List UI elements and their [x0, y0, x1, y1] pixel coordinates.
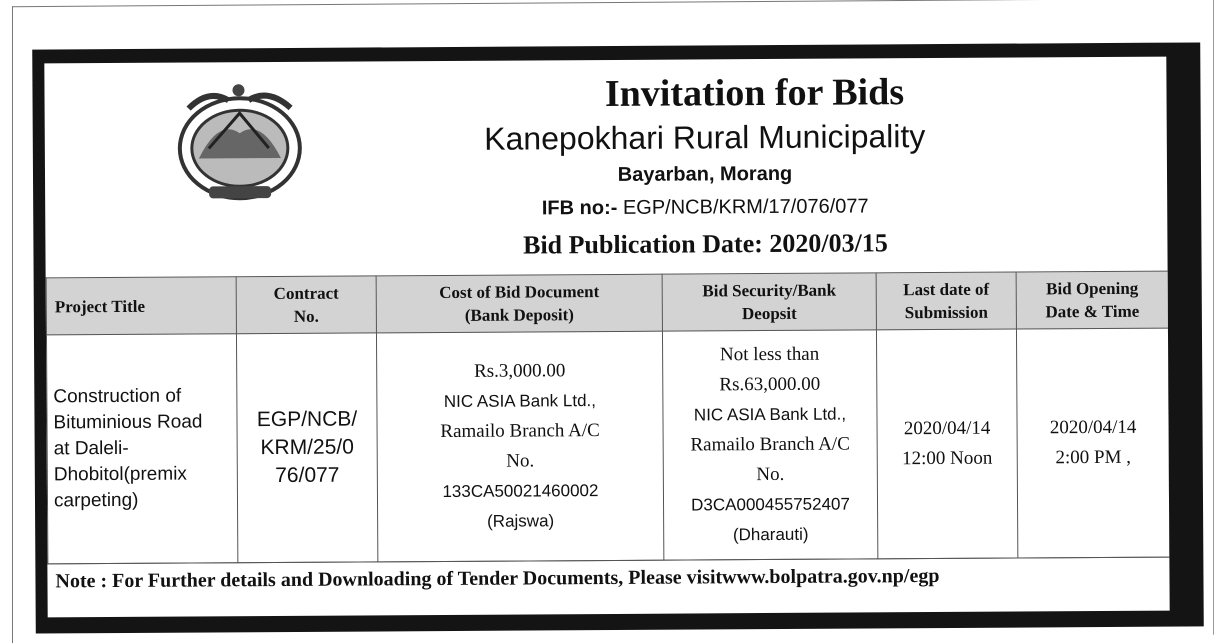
- cell-line: Not less than: [719, 343, 820, 366]
- footer-note: Note : For Further details and Downloading of Tender Documents, Please visitwww.bolpatra.gov.np/egp: [47, 557, 1169, 604]
- cell-line: 2:00 PM ,: [1055, 446, 1132, 469]
- cell-line: No.: [506, 450, 535, 472]
- cell-line: Rs.63,000.00: [719, 373, 821, 396]
- cell-line: NIC ASIA Bank Ltd.,: [693, 404, 847, 425]
- header-text: (Bank Deposit): [464, 305, 574, 325]
- cell-project-title: [46, 334, 237, 564]
- publication-date: Bid Publication Date: 2020/03/15: [522, 228, 888, 260]
- cell-security: [662, 330, 877, 560]
- cell-line: 133CA50021460002: [442, 481, 599, 502]
- header-text: Contract: [273, 283, 339, 304]
- header-last-date: [876, 272, 1016, 330]
- cell-line: Dhobitol(premix: [53, 463, 187, 486]
- table-row: [46, 328, 1169, 564]
- header-text: Bid Security/Bank: [702, 280, 837, 301]
- cell-line: (Rajswa): [487, 511, 555, 531]
- cell-cost: [376, 331, 663, 562]
- header-text: Date & Time: [1045, 301, 1140, 322]
- cell-line: No.: [756, 463, 785, 486]
- header-text: Last date of: [903, 279, 990, 300]
- header-text: Deopsit: [741, 303, 797, 324]
- header-contract-no: [236, 276, 376, 334]
- cell-line: KRM/25/0: [260, 435, 354, 460]
- header-project-title: [46, 277, 236, 335]
- organization-name: Kanepokhari Rural Municipality: [484, 118, 926, 157]
- cell-line: 12:00 Noon: [902, 447, 993, 470]
- notice-body: [44, 57, 1169, 618]
- header-project-title-text: Project Title: [54, 296, 146, 316]
- cell-line: 2020/04/14: [1049, 416, 1137, 439]
- cell-line: Rs.3,000.00: [473, 360, 566, 382]
- cell-line: at Daleli-: [53, 437, 129, 460]
- ifb-label: IFB no:-: [541, 196, 618, 220]
- header-text: Cost of Bid Document: [439, 282, 600, 303]
- cell-line: 2020/04/14: [903, 417, 991, 440]
- header-text: Bid Opening: [1046, 278, 1139, 299]
- cell-line: carpeting): [53, 489, 139, 512]
- cell-opening: [1016, 328, 1169, 558]
- cell-line: Ramailo Branch A/C: [440, 420, 600, 443]
- cell-last-date: [876, 329, 1017, 559]
- header-opening: [1016, 271, 1168, 329]
- table-header-row: [46, 271, 1168, 335]
- cell-line: Ramailo Branch A/C: [690, 433, 850, 456]
- organization-location: Bayarban, Morang: [617, 162, 793, 186]
- cell-line: NIC ASIA Bank Ltd.,: [443, 391, 597, 411]
- cell-contract-no: [236, 333, 377, 563]
- cell-line: Bituminious Road: [53, 411, 203, 434]
- notice-title: Invitation for Bids: [604, 71, 905, 116]
- header-text: No.: [293, 306, 319, 326]
- cell-line: EGP/NCB/: [256, 407, 358, 432]
- cell-line: 76/077: [275, 463, 340, 488]
- cell-line: (Dharauti): [732, 524, 809, 545]
- ifb-value: EGP/NCB/KRM/17/076/077: [617, 195, 869, 219]
- bid-table: [46, 271, 1170, 565]
- cell-line: D3CA000455752407: [691, 494, 850, 515]
- header-cost: [376, 274, 662, 333]
- header-security: [662, 273, 876, 331]
- header-text: Submission: [904, 302, 988, 323]
- cell-line: Construction of: [53, 385, 182, 408]
